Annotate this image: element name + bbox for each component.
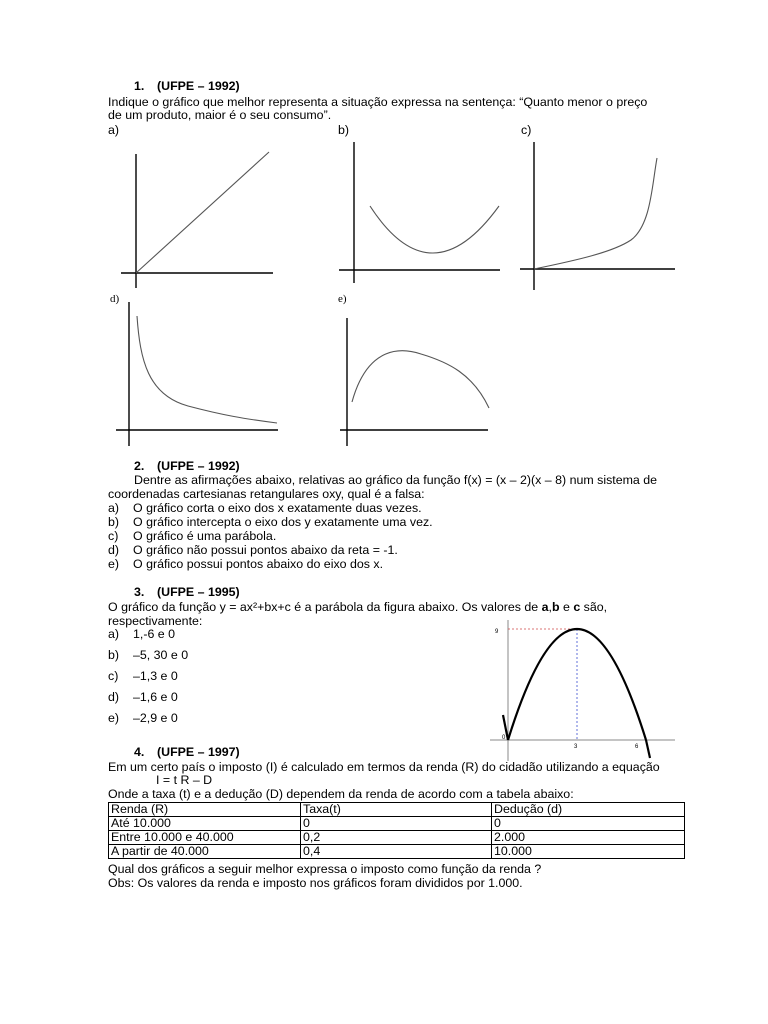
q4-table: [108, 802, 685, 859]
q3-text-pre: O gráfico da função y = ax²+bx+c é a parábola da figura abaixo. Os valores de: [108, 600, 542, 614]
q2-option-d-text: O gráfico não possui pontos abaixo da reta = -1.: [133, 543, 398, 557]
q3-statement-line1: [108, 600, 607, 614]
q2-option-c-letter: c): [108, 529, 119, 543]
graph-d-curve: [137, 316, 277, 423]
q3-option-d-letter: d): [108, 690, 120, 704]
table-cell: 0,4: [301, 845, 492, 859]
table-cell: Entre 10.000 e 40.000: [109, 831, 301, 845]
q3-label-origin: 0: [502, 735, 506, 741]
q3-number: 3.: [134, 585, 145, 599]
q2-option-d-letter: d): [108, 543, 120, 557]
q4-statement-line2: Onde a taxa (t) e a dedução (D) dependem da renda de acordo com a tabela abaixo:: [108, 787, 574, 801]
graph-c: [518, 140, 683, 290]
graph-a-curve: [136, 152, 269, 273]
q3-text-post: são,: [580, 600, 608, 614]
q1-source: (UFPE – 1992): [157, 79, 240, 93]
graph-e-curve: [352, 351, 489, 408]
table-cell: 2.000: [492, 831, 685, 845]
q1-label-e: e): [338, 293, 347, 305]
q2-source: (UFPE – 1992): [157, 459, 240, 473]
table-header-cell: Dedução (d): [492, 803, 685, 817]
q3-option-a-text: 1,-6 e 0: [133, 627, 176, 641]
q3-option-e-text: –2,9 e 0: [133, 711, 178, 725]
q4-equation: I = t R – D: [156, 773, 213, 787]
q3-var-b: b: [551, 600, 560, 614]
table-header-row: [109, 803, 685, 817]
q1-label-c: c): [521, 123, 532, 137]
q3-var-a: a: [541, 600, 549, 614]
q2-number: 2.: [134, 459, 145, 473]
q3-label-x-root: 6: [635, 744, 639, 750]
table-cell: A partir de 40.000: [109, 845, 301, 859]
q2-option-b-letter: b): [108, 515, 120, 529]
q3-var-c: c: [573, 600, 581, 614]
q3-label-y-peak: 9: [495, 629, 499, 635]
q3-curve-right-tail: [646, 740, 650, 758]
q2-option-a-letter: a): [108, 501, 120, 515]
q4-number: 4.: [134, 745, 145, 759]
graph-d: [110, 300, 280, 448]
table-header-cell: Renda (R): [109, 803, 301, 817]
q4-source: (UFPE – 1997): [157, 745, 240, 759]
q2-option-e-letter: e): [108, 557, 120, 571]
q4-statement-line1: Em um certo país o imposto (I) é calculado em termos da renda (R) do cidadão utilizando a equação: [108, 760, 660, 774]
q3-option-c-letter: c): [108, 669, 119, 683]
table-row: [109, 831, 685, 845]
q1-number: 1.: [134, 79, 145, 93]
table-header-cell: Taxa(t): [301, 803, 492, 817]
q3-statement-line2: respectivamente:: [108, 614, 203, 628]
q3-parabola-figure: [485, 615, 685, 765]
table-cell: Até 10.000: [109, 817, 301, 831]
q3-source: (UFPE – 1995): [157, 585, 240, 599]
q3-option-b-text: –5, 30 e 0: [133, 648, 189, 662]
q2-option-a-text: O gráfico corta o eixo dos x exatamente duas vezes.: [133, 501, 422, 515]
table-cell: 0: [492, 817, 685, 831]
q3-label-x-vertex: 3: [574, 744, 578, 750]
q2-option-c-text: O gráfico é uma parábola.: [133, 529, 277, 543]
table-row: [109, 817, 685, 831]
q3-option-d-text: –1,6 e 0: [133, 690, 178, 704]
graph-a: [118, 150, 278, 290]
q2-statement-line2: coordenadas cartesianas retangulares oxy, qual é a falsa:: [108, 487, 425, 501]
graph-b-curve: [370, 206, 499, 253]
q3-option-c-text: –1,3 e 0: [133, 669, 178, 683]
q2-option-e-text: O gráfico possui pontos abaixo do eixo dos x.: [133, 557, 384, 571]
q2-statement-line1: Dentre as afirmações abaixo, relativas ao gráfico da função f(x) = (x – 2)(x – 8) num sistema de: [134, 473, 658, 487]
q4-obs: Obs: Os valores da renda e imposto nos gráficos foram divididos por 1.000.: [108, 876, 523, 890]
q1-label-b: b): [338, 123, 350, 137]
q1-label-a: a): [108, 123, 120, 137]
q3-comma: ,: [548, 600, 552, 614]
table-cell: 0,2: [301, 831, 492, 845]
table-row: [109, 845, 685, 859]
q3-option-b-letter: b): [108, 648, 120, 662]
graph-e: [338, 316, 498, 448]
table-cell: 0: [301, 817, 492, 831]
q3-option-a-letter: a): [108, 627, 120, 641]
table-cell: 10.000: [492, 845, 685, 859]
q3-and: e: [559, 600, 574, 614]
q2-option-b-text: O gráfico intercepta o eixo dos y exatamente uma vez.: [133, 515, 433, 529]
q1-statement-line1: Indique o gráfico que melhor representa a situação expressa na sentença: “Quanto menor o preço: [108, 95, 648, 109]
q1-label-d: d): [110, 293, 120, 305]
q1-statement-line2: de um produto, maior é o seu consumo”.: [108, 108, 332, 122]
q4-question: Qual dos gráficos a seguir melhor expressa o imposto como função da renda ?: [108, 862, 542, 876]
q3-option-e-letter: e): [108, 711, 120, 725]
graph-b: [338, 140, 503, 285]
graph-c-curve: [534, 158, 657, 269]
